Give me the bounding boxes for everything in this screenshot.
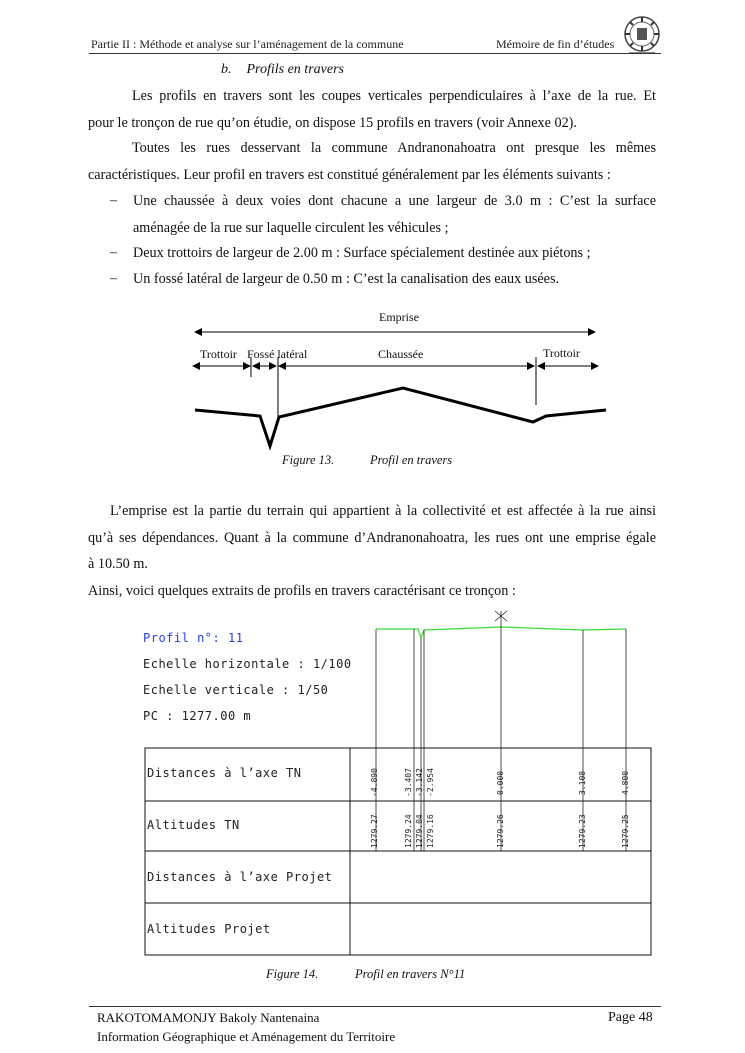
paragraph-line: Toutes les rues desservant la commune Andranonahoatra ont presque les mêmes	[132, 140, 656, 156]
altitude-value: 1279.26	[496, 814, 505, 848]
running-header-right: Mémoire de fin d’études	[496, 37, 615, 51]
bullet-line: Deux trottoirs de largeur de 2.00 m : Surface spécialement destinée aux piétons ;	[133, 245, 591, 261]
distance-value: -3.407	[404, 768, 413, 797]
paragraph-2	[88, 135, 656, 188]
bullet-1	[133, 188, 656, 241]
paragraph-line: à 10.50 m.	[88, 556, 148, 572]
paragraph-line: pour le tronçon de rue qu’on étudie, on dispose 15 profils en travers (voir Annexe 02).	[88, 114, 577, 131]
distance-value: 0.000	[496, 770, 505, 795]
bullet-line: Un fossé latéral de largeur de 0.50 m : C’est la canalisation des eaux usées.	[133, 271, 560, 287]
distance-value: -2.954	[426, 768, 435, 797]
altitude-value: 1279.04	[415, 814, 424, 848]
bullet-dash: –	[110, 193, 117, 208]
bullet-line: Une chaussée à deux voies dont chacune a une largeur de 3.0 m : C’est la surface	[133, 193, 656, 209]
figure-13-caption-number: Figure 13.	[282, 453, 335, 467]
section-title: Profils en travers	[246, 62, 344, 77]
profile-scale-horizontal: Echelle horizontale : 1/100	[143, 657, 352, 671]
altitude-value: 1279.27	[370, 814, 379, 848]
altitude-value: 1279.24	[404, 814, 413, 848]
figure-13-caption-text: Profil en travers	[370, 453, 453, 467]
profile-scale-vertical: Echelle verticale : 1/50	[143, 683, 329, 697]
bullet-dash: –	[110, 245, 117, 260]
paragraph-line: qu’à ses dépendances. Quant à la commune d’Andranonahoatra, les rues ont une emprise égale	[88, 529, 656, 546]
paragraph-1	[88, 83, 656, 136]
row-label-altitudes-tn: Altitudes TN	[147, 818, 240, 832]
paragraph-3	[88, 498, 656, 604]
label-emprise: Emprise	[379, 310, 419, 324]
label-trottoir-right: Trottoir	[543, 346, 580, 360]
profile-verticals	[376, 627, 626, 748]
footer-program: Information Géographique et Aménagement du Territoire	[97, 1029, 396, 1044]
axis-marker-icon	[495, 611, 507, 627]
running-header-left: Partie II : Méthode et analyse sur l’aménagement de la commune	[91, 37, 404, 51]
paragraph-line: Ainsi, voici quelques extraits de profils en travers caractérisant ce tronçon :	[88, 582, 516, 599]
altitude-value: 1279.16	[426, 814, 435, 848]
header-rule	[89, 53, 661, 54]
bullet-dash: –	[110, 271, 117, 286]
row-label-distances-projet: Distances à l’axe Projet	[147, 870, 333, 884]
label-fosse: Fossé latéral	[247, 347, 308, 361]
paragraph-line: Les profils en travers sont les coupes verticales perpendiculaires à l’axe de la rue. Et	[132, 88, 656, 104]
altitude-value: 1279.25	[621, 814, 630, 848]
label-chaussee: Chaussée	[378, 347, 424, 361]
section-heading	[221, 62, 344, 78]
footer-author: RAKOTOMAMONJY Bakoly Nantenaina	[97, 1010, 320, 1025]
row-label-altitudes-projet: Altitudes Projet	[147, 922, 271, 936]
row-label-distances-tn: Distances à l’axe TN	[147, 766, 302, 780]
profile-title: Profil n°: 11	[143, 631, 244, 645]
footer-rule	[89, 1006, 661, 1007]
bullet-3	[133, 266, 656, 293]
label-trottoir-left: Trottoir	[200, 347, 237, 361]
paragraph-line: caractéristiques. Leur profil en travers est constitué généralement par les éléments suivants :	[88, 166, 611, 183]
distance-value: -4.890	[370, 768, 379, 797]
bullet-line: aménagée de la rue sur laquelle circulent les véhicules ;	[133, 219, 449, 236]
university-seal-icon	[621, 14, 663, 56]
cross-section-diagram	[188, 305, 613, 455]
paragraph-line: L’emprise est la partie du terrain qui appartient à la collectivité et est affectée à la rue ainsi	[110, 503, 656, 519]
page-number: Page 48	[608, 1010, 653, 1025]
altitude-value: 1279.23	[578, 814, 587, 848]
profile-pc: PC : 1277.00 m	[143, 709, 252, 723]
figure-14-caption-text: Profil en travers N°11	[355, 967, 466, 981]
distance-value: 3.108	[578, 770, 587, 795]
bullet-2	[133, 240, 656, 267]
distance-value: 4.800	[621, 770, 630, 795]
section-label: b.	[221, 62, 232, 77]
distance-value: -3.142	[415, 768, 424, 797]
figure-14-caption-number: Figure 14.	[266, 967, 319, 981]
